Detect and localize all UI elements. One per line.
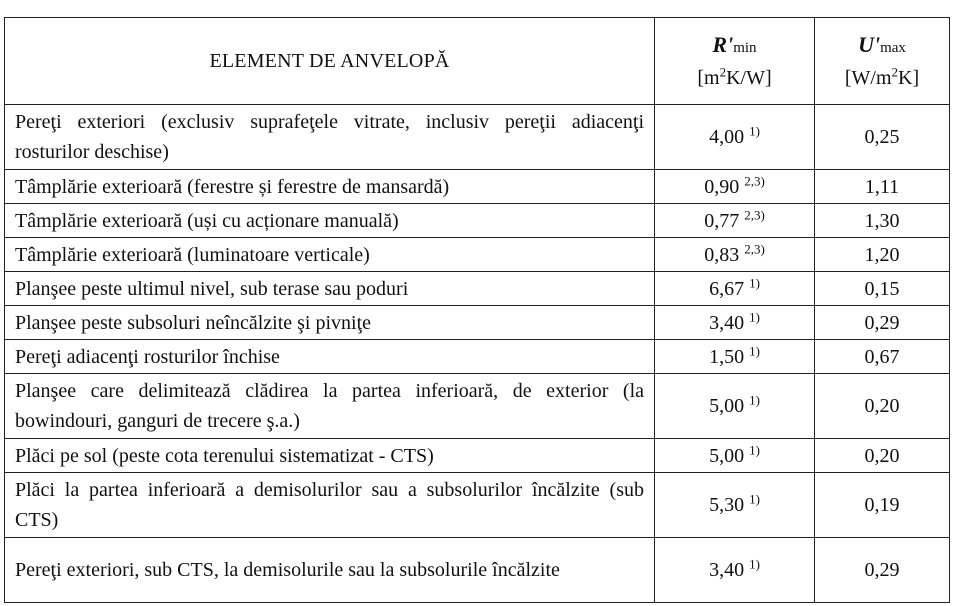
table-row [5, 170, 950, 204]
r-footnote: 1) [749, 491, 760, 507]
table-row [5, 238, 950, 272]
u-subscript: max [880, 39, 906, 56]
row-u-max: 0,25 [815, 105, 950, 170]
r-value: 5,00 [709, 395, 745, 417]
table-row [5, 473, 950, 538]
r-footnote: 1) [749, 123, 760, 139]
row-element: Tâmplărie exterioară (uși cu acționare manuală) [5, 204, 655, 238]
header-element: ELEMENT DE ANVELOPĂ [5, 18, 655, 105]
r-value: 6,67 [709, 277, 745, 300]
row-u-max: 0,20 [815, 374, 950, 439]
row-element: Plăci pe sol (peste cota terenului sistematizat - CTS) [5, 439, 655, 473]
row-u-max: 0,29 [815, 306, 950, 340]
row-r-min [655, 538, 815, 603]
r-footnote: 1) [749, 441, 760, 457]
table-row [5, 374, 950, 439]
row-u-max: 0,15 [815, 272, 950, 306]
u-unit-a: [W/m [844, 66, 892, 89]
r-footnote: 1) [749, 342, 760, 358]
row-element: Plăci la partea inferioară a demisolurilor sau a subsolurilor încălzite (sub CTS) [5, 473, 655, 538]
u-symbol: U' [858, 31, 881, 57]
row-u-max: 1,11 [815, 170, 950, 204]
row-u-max: 0,67 [815, 340, 950, 374]
r-value: 3,40 [709, 311, 745, 334]
row-r-min [655, 170, 815, 204]
r-footnote: 1) [749, 556, 760, 572]
row-u-max: 0,29 [815, 538, 950, 603]
r-value: 4,00 [709, 126, 745, 148]
row-element: Pereţi exteriori (exclusiv suprafeţele vitrate, inclusiv pereţii adiacenţi rosturilor deschise) [5, 105, 655, 170]
row-element: Tâmplărie exterioară (luminatoare verticale) [5, 238, 655, 272]
r-footnote: 1) [749, 308, 760, 324]
table-row [5, 538, 950, 603]
row-r-min [655, 105, 815, 170]
row-u-max: 1,30 [815, 204, 950, 238]
r-value: 0,90 [704, 175, 740, 198]
r-value: 0,83 [704, 243, 740, 266]
row-element: Planşee care delimitează clădirea la partea inferioară, de exterior (la bowindouri, ganguri de trecere ş.a.) [5, 374, 655, 439]
r-value: 5,00 [709, 444, 745, 467]
r-unit-b: K/W] [726, 66, 772, 89]
header-r-min [655, 18, 815, 105]
u-unit-sup: 2 [891, 63, 899, 79]
u-unit-b: K] [898, 66, 920, 89]
r-footnote: 2,3) [744, 172, 765, 188]
r-symbol: R' [712, 31, 734, 57]
table-row [5, 306, 950, 340]
row-element: Planşee peste subsoluri neîncălzite şi pivniţe [5, 306, 655, 340]
row-element: Tâmplărie exterioară (ferestre și ferestre de mansardă) [5, 170, 655, 204]
table-row [5, 105, 950, 170]
row-r-min [655, 473, 815, 538]
r-unit-a: [m [697, 66, 720, 89]
r-subscript: min [733, 39, 757, 56]
table-row [5, 439, 950, 473]
r-unit-sup: 2 [719, 63, 727, 79]
row-r-min [655, 272, 815, 306]
row-u-max: 0,20 [815, 439, 950, 473]
r-value: 5,30 [709, 494, 745, 516]
table-row [5, 272, 950, 306]
r-footnote: 2,3) [744, 240, 765, 256]
r-footnote: 1) [749, 274, 760, 290]
row-element: Pereţi exteriori, sub CTS, la demisolurile sau la subsolurile încălzite [5, 538, 655, 603]
row-u-max: 0,19 [815, 473, 950, 538]
table-row [5, 340, 950, 374]
row-element: Pereţi adiacenţi rosturilor închise [5, 340, 655, 374]
row-r-min [655, 439, 815, 473]
table-row [5, 204, 950, 238]
header-u-max [815, 18, 950, 105]
r-footnote: 1) [749, 392, 760, 408]
envelope-table [4, 17, 950, 603]
row-r-min [655, 238, 815, 272]
header-row [5, 18, 950, 105]
row-r-min [655, 340, 815, 374]
row-r-min [655, 374, 815, 439]
r-footnote: 2,3) [744, 206, 765, 222]
r-value: 1,50 [709, 345, 745, 368]
row-u-max: 1,20 [815, 238, 950, 272]
r-value: 0,77 [704, 209, 740, 232]
row-element: Planşee peste ultimul nivel, sub terase sau poduri [5, 272, 655, 306]
r-value: 3,40 [709, 559, 745, 581]
row-r-min [655, 204, 815, 238]
row-r-min [655, 306, 815, 340]
